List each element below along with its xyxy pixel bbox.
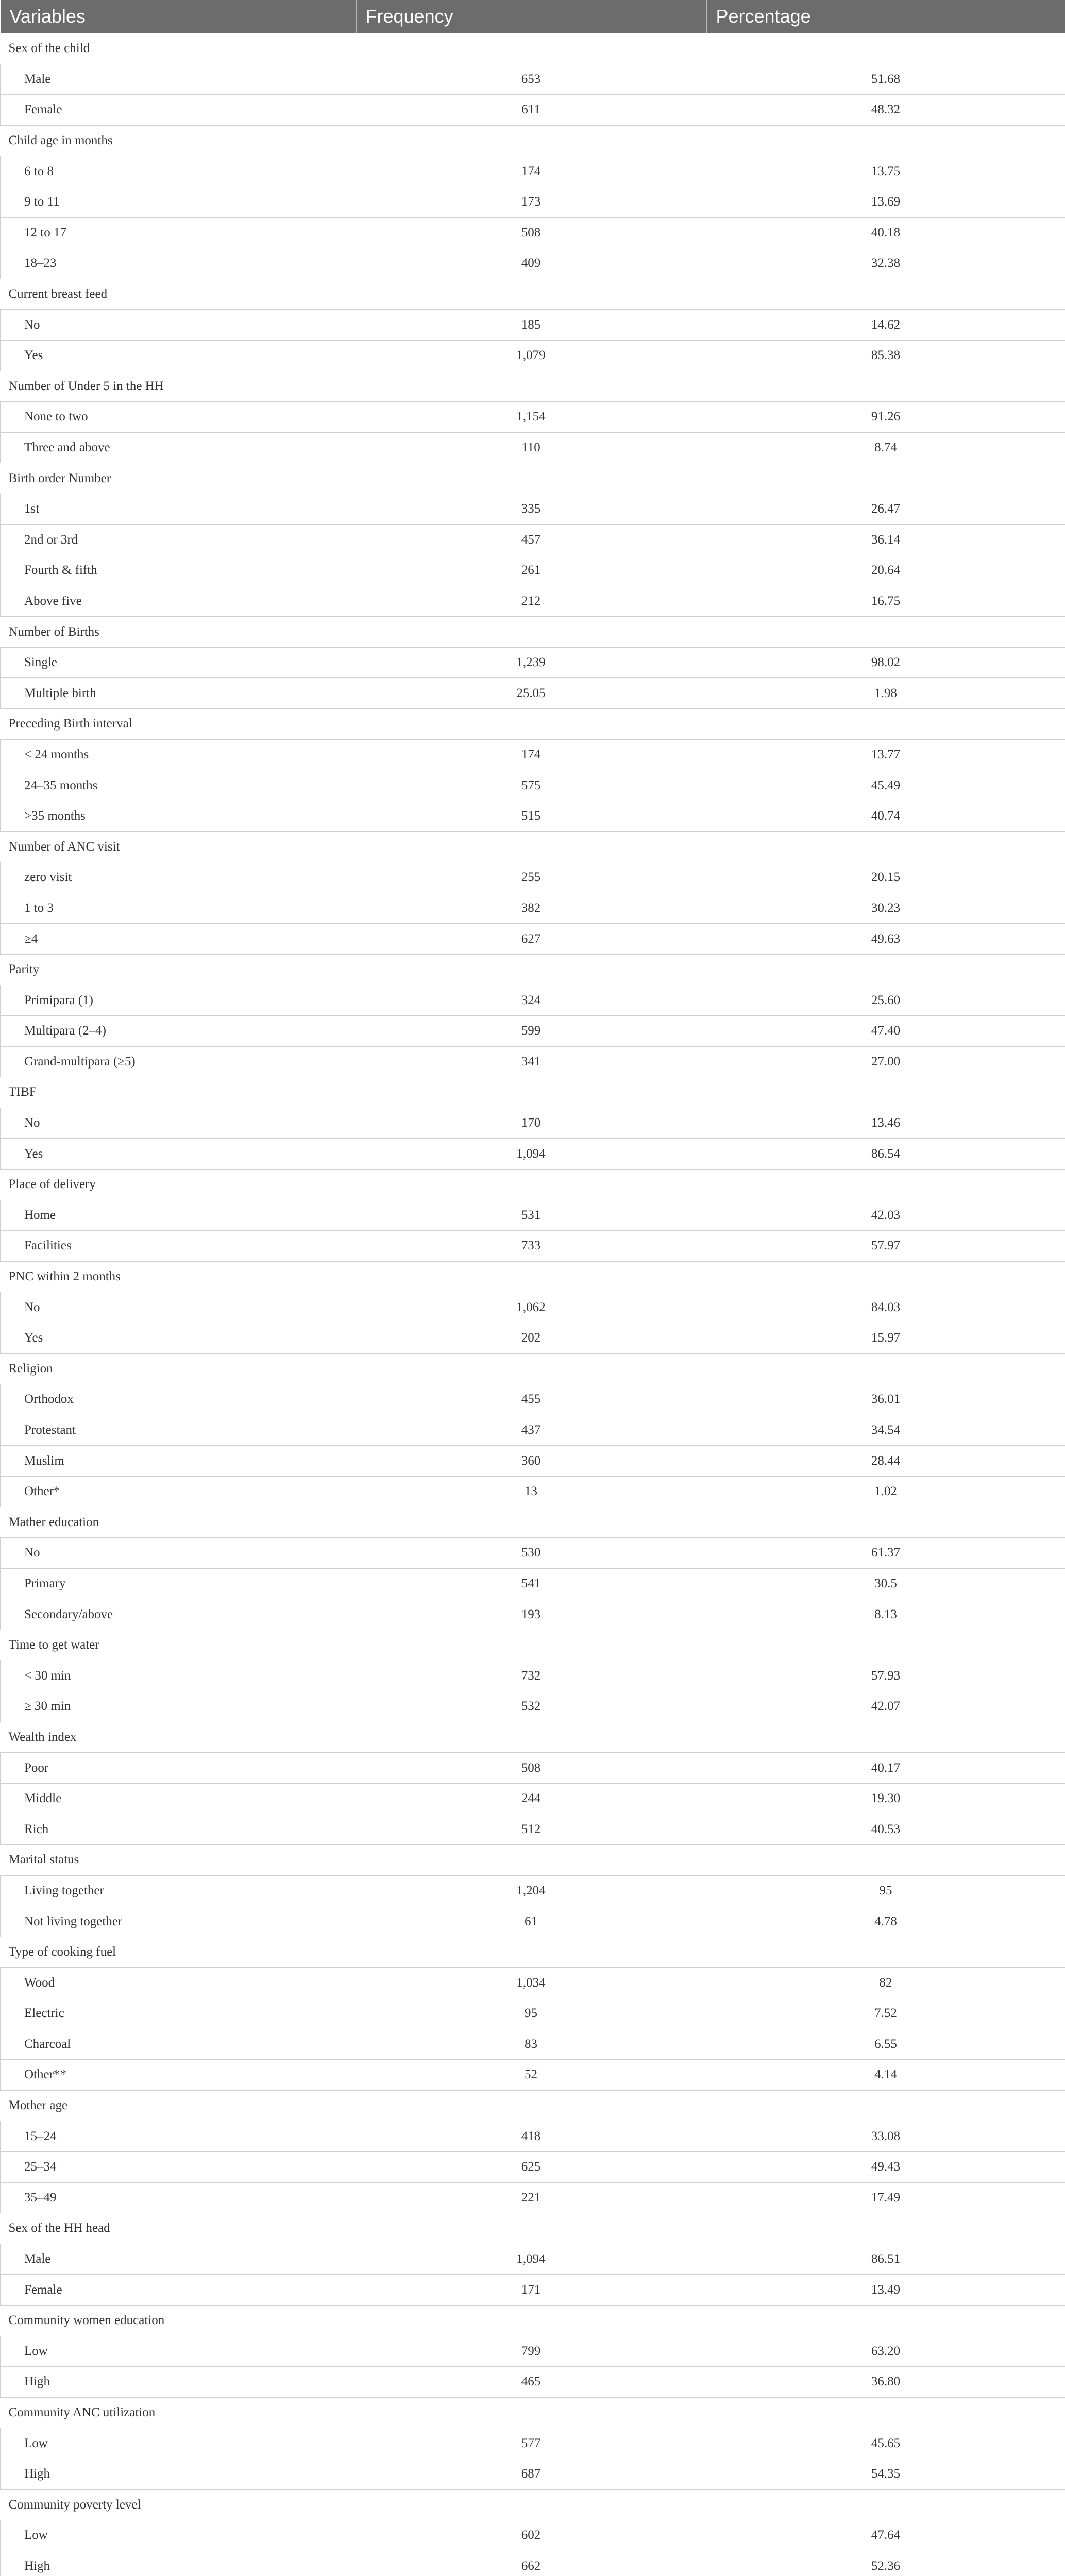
table-row bbox=[1, 1292, 1065, 1323]
row-frequency: 83 bbox=[356, 2029, 706, 2060]
table-row bbox=[1, 985, 1065, 1016]
row-percentage: 98.02 bbox=[706, 647, 1065, 678]
row-label: No bbox=[1, 1538, 356, 1569]
row-label: High bbox=[1, 2459, 356, 2489]
row-label: Multipara (2–4) bbox=[1, 1016, 356, 1047]
table-row bbox=[1, 1415, 1065, 1446]
section-row bbox=[1, 1077, 1065, 1108]
section-row bbox=[1, 2090, 1065, 2121]
row-frequency: 335 bbox=[356, 494, 706, 524]
row-percentage: 84.03 bbox=[706, 1292, 1065, 1323]
table-row bbox=[1, 1384, 1065, 1415]
row-frequency: 437 bbox=[356, 1415, 706, 1446]
row-percentage: 63.20 bbox=[706, 2336, 1065, 2367]
row-percentage: 45.49 bbox=[706, 770, 1065, 801]
row-label: Rich bbox=[1, 1814, 356, 1845]
row-label: Primary bbox=[1, 1568, 356, 1599]
table-row bbox=[1, 1231, 1065, 1262]
row-label: 12 to 17 bbox=[1, 217, 356, 248]
section-row bbox=[1, 1507, 1065, 1538]
table-row bbox=[1, 340, 1065, 371]
row-frequency: 653 bbox=[356, 64, 706, 95]
section-title: Community poverty level bbox=[1, 2489, 1065, 2520]
row-percentage: 86.54 bbox=[706, 1139, 1065, 1170]
row-frequency: 532 bbox=[356, 1691, 706, 1722]
row-percentage: 57.93 bbox=[706, 1660, 1065, 1691]
table-row bbox=[1, 1476, 1065, 1507]
row-frequency: 1,094 bbox=[356, 2244, 706, 2275]
row-frequency: 457 bbox=[356, 524, 706, 555]
row-label: Single bbox=[1, 647, 356, 678]
row-percentage: 47.64 bbox=[706, 2520, 1065, 2551]
row-frequency: 110 bbox=[356, 432, 706, 463]
row-frequency: 687 bbox=[356, 2459, 706, 2489]
row-label: Female bbox=[1, 95, 356, 126]
row-label: Not living together bbox=[1, 1906, 356, 1937]
row-label: Yes bbox=[1, 1323, 356, 1353]
section-row bbox=[1, 279, 1065, 310]
row-frequency: 261 bbox=[356, 555, 706, 586]
table-row bbox=[1, 1108, 1065, 1139]
row-frequency: 360 bbox=[356, 1446, 706, 1477]
row-frequency: 541 bbox=[356, 1568, 706, 1599]
row-label: Yes bbox=[1, 340, 356, 371]
table-row bbox=[1, 402, 1065, 433]
row-frequency: 173 bbox=[356, 187, 706, 217]
table-row bbox=[1, 2459, 1065, 2489]
table-row bbox=[1, 893, 1065, 924]
row-percentage: 13.49 bbox=[706, 2275, 1065, 2306]
table-header bbox=[1, 0, 1065, 33]
row-percentage: 1.98 bbox=[706, 678, 1065, 709]
row-frequency: 508 bbox=[356, 217, 706, 248]
table-row bbox=[1, 1660, 1065, 1691]
row-percentage: 61.37 bbox=[706, 1538, 1065, 1569]
table-row bbox=[1, 1538, 1065, 1569]
row-percentage: 1.02 bbox=[706, 1476, 1065, 1507]
row-percentage: 51.68 bbox=[706, 64, 1065, 95]
row-percentage: 40.53 bbox=[706, 1814, 1065, 1845]
row-percentage: 47.40 bbox=[706, 1016, 1065, 1047]
row-frequency: 1,079 bbox=[356, 340, 706, 371]
row-percentage: 49.63 bbox=[706, 924, 1065, 955]
row-label: Grand-multipara (≥5) bbox=[1, 1046, 356, 1077]
section-title: Type of cooking fuel bbox=[1, 1937, 1065, 1968]
row-label: 1st bbox=[1, 494, 356, 524]
row-label: Electric bbox=[1, 1998, 356, 2029]
row-frequency: 25.05 bbox=[356, 678, 706, 709]
row-label: < 24 months bbox=[1, 739, 356, 770]
header-frequency: Frequency bbox=[356, 0, 706, 33]
row-frequency: 575 bbox=[356, 770, 706, 801]
section-title: Sex of the HH head bbox=[1, 2213, 1065, 2244]
row-label: Fourth & fifth bbox=[1, 555, 356, 586]
table-row bbox=[1, 586, 1065, 617]
row-percentage: 30.5 bbox=[706, 1568, 1065, 1599]
row-frequency: 174 bbox=[356, 739, 706, 770]
row-label: 15–24 bbox=[1, 2121, 356, 2152]
row-frequency: 530 bbox=[356, 1538, 706, 1569]
table-row bbox=[1, 156, 1065, 187]
table-body bbox=[1, 33, 1065, 2576]
row-percentage: 13.77 bbox=[706, 739, 1065, 770]
table-row bbox=[1, 2182, 1065, 2213]
row-label: Facilities bbox=[1, 1231, 356, 1262]
table-row bbox=[1, 1814, 1065, 1845]
row-frequency: 1,094 bbox=[356, 1139, 706, 1170]
table-row bbox=[1, 924, 1065, 955]
section-title: Number of Births bbox=[1, 617, 1065, 648]
row-frequency: 512 bbox=[356, 1814, 706, 1845]
row-frequency: 52 bbox=[356, 2060, 706, 2091]
row-label: 2nd or 3rd bbox=[1, 524, 356, 555]
section-title: Community ANC utilization bbox=[1, 2397, 1065, 2428]
section-title: Community women education bbox=[1, 2305, 1065, 2336]
row-percentage: 86.51 bbox=[706, 2244, 1065, 2275]
section-row bbox=[1, 1169, 1065, 1200]
row-label: No bbox=[1, 1292, 356, 1323]
section-title: Marital status bbox=[1, 1845, 1065, 1876]
table-row bbox=[1, 555, 1065, 586]
row-percentage: 40.74 bbox=[706, 801, 1065, 832]
row-label: Wood bbox=[1, 1968, 356, 1998]
row-percentage: 20.15 bbox=[706, 862, 1065, 893]
table-row bbox=[1, 2275, 1065, 2306]
section-row bbox=[1, 371, 1065, 402]
section-title: Preceding Birth interval bbox=[1, 709, 1065, 740]
row-percentage: 4.78 bbox=[706, 1906, 1065, 1937]
table-row bbox=[1, 2029, 1065, 2060]
row-percentage: 52.36 bbox=[706, 2551, 1065, 2576]
row-percentage: 13.75 bbox=[706, 156, 1065, 187]
header-variables: Variables bbox=[1, 0, 356, 33]
section-title: Wealth index bbox=[1, 1722, 1065, 1753]
table-row bbox=[1, 1323, 1065, 1353]
row-frequency: 171 bbox=[356, 2275, 706, 2306]
header-percentage: Percentage bbox=[706, 0, 1065, 33]
table-row bbox=[1, 248, 1065, 279]
table-row bbox=[1, 1783, 1065, 1814]
table-row bbox=[1, 432, 1065, 463]
row-label: Multiple birth bbox=[1, 678, 356, 709]
section-row bbox=[1, 2213, 1065, 2244]
row-label: 6 to 8 bbox=[1, 156, 356, 187]
row-percentage: 45.65 bbox=[706, 2428, 1065, 2459]
row-percentage: 42.07 bbox=[706, 1691, 1065, 1722]
row-frequency: 662 bbox=[356, 2551, 706, 2576]
row-frequency: 733 bbox=[356, 1231, 706, 1262]
row-label: Three and above bbox=[1, 432, 356, 463]
row-label: None to two bbox=[1, 402, 356, 433]
table-row bbox=[1, 678, 1065, 709]
section-title: Child age in months bbox=[1, 125, 1065, 156]
section-row bbox=[1, 2397, 1065, 2428]
row-frequency: 602 bbox=[356, 2520, 706, 2551]
section-title: Birth order Number bbox=[1, 463, 1065, 494]
section-title: Number of Under 5 in the HH bbox=[1, 371, 1065, 402]
row-frequency: 1,204 bbox=[356, 1875, 706, 1906]
row-label: 35–49 bbox=[1, 2182, 356, 2213]
row-label: ≥4 bbox=[1, 924, 356, 955]
row-frequency: 174 bbox=[356, 156, 706, 187]
row-percentage: 82 bbox=[706, 1968, 1065, 1998]
table-row bbox=[1, 310, 1065, 341]
row-label: Orthodox bbox=[1, 1384, 356, 1415]
row-label: Other** bbox=[1, 2060, 356, 2091]
section-row bbox=[1, 463, 1065, 494]
row-frequency: 212 bbox=[356, 586, 706, 617]
table-row bbox=[1, 1568, 1065, 1599]
row-frequency: 1,062 bbox=[356, 1292, 706, 1323]
row-frequency: 341 bbox=[356, 1046, 706, 1077]
row-percentage: 48.32 bbox=[706, 95, 1065, 126]
table-row bbox=[1, 770, 1065, 801]
table-row bbox=[1, 739, 1065, 770]
row-percentage: 25.60 bbox=[706, 985, 1065, 1016]
row-label: High bbox=[1, 2367, 356, 2398]
table-row bbox=[1, 2060, 1065, 2091]
row-label: Low bbox=[1, 2336, 356, 2367]
row-frequency: 625 bbox=[356, 2151, 706, 2182]
row-label: 25–34 bbox=[1, 2151, 356, 2182]
section-row bbox=[1, 125, 1065, 156]
table-row bbox=[1, 1968, 1065, 1998]
row-frequency: 799 bbox=[356, 2336, 706, 2367]
row-percentage: 95 bbox=[706, 1875, 1065, 1906]
section-row bbox=[1, 709, 1065, 740]
row-percentage: 13.69 bbox=[706, 187, 1065, 217]
section-title: Parity bbox=[1, 954, 1065, 985]
row-frequency: 324 bbox=[356, 985, 706, 1016]
section-row bbox=[1, 1261, 1065, 1292]
section-title: Religion bbox=[1, 1353, 1065, 1384]
section-row bbox=[1, 2305, 1065, 2336]
section-row bbox=[1, 1722, 1065, 1753]
row-percentage: 34.54 bbox=[706, 1415, 1065, 1446]
row-percentage: 13.46 bbox=[706, 1108, 1065, 1139]
row-percentage: 36.80 bbox=[706, 2367, 1065, 2398]
row-percentage: 49.43 bbox=[706, 2151, 1065, 2182]
row-percentage: 17.49 bbox=[706, 2182, 1065, 2213]
row-label: No bbox=[1, 1108, 356, 1139]
row-percentage: 15.97 bbox=[706, 1323, 1065, 1353]
table-row bbox=[1, 2336, 1065, 2367]
section-row bbox=[1, 1353, 1065, 1384]
table-row bbox=[1, 1753, 1065, 1784]
row-frequency: 193 bbox=[356, 1599, 706, 1630]
table-row bbox=[1, 187, 1065, 217]
row-percentage: 14.62 bbox=[706, 310, 1065, 341]
row-frequency: 515 bbox=[356, 801, 706, 832]
row-frequency: 465 bbox=[356, 2367, 706, 2398]
row-percentage: 28.44 bbox=[706, 1446, 1065, 1477]
table-row bbox=[1, 2551, 1065, 2576]
row-frequency: 611 bbox=[356, 95, 706, 126]
row-frequency: 599 bbox=[356, 1016, 706, 1047]
row-label: Poor bbox=[1, 1753, 356, 1784]
row-label: Other* bbox=[1, 1476, 356, 1507]
row-label: Above five bbox=[1, 586, 356, 617]
row-label: Muslim bbox=[1, 1446, 356, 1477]
row-label: No bbox=[1, 310, 356, 341]
section-row bbox=[1, 1845, 1065, 1876]
table-row bbox=[1, 1046, 1065, 1077]
table-row bbox=[1, 1599, 1065, 1630]
row-frequency: 13 bbox=[356, 1476, 706, 1507]
row-percentage: 16.75 bbox=[706, 586, 1065, 617]
table-row bbox=[1, 862, 1065, 893]
section-title: Mother age bbox=[1, 2090, 1065, 2121]
row-percentage: 36.14 bbox=[706, 524, 1065, 555]
table-row bbox=[1, 2520, 1065, 2551]
row-label: High bbox=[1, 2551, 356, 2576]
row-frequency: 531 bbox=[356, 1200, 706, 1231]
table-row bbox=[1, 2244, 1065, 2275]
row-label: Protestant bbox=[1, 1415, 356, 1446]
section-row bbox=[1, 617, 1065, 648]
row-percentage: 19.30 bbox=[706, 1783, 1065, 1814]
row-percentage: 8.74 bbox=[706, 432, 1065, 463]
table-row bbox=[1, 1200, 1065, 1231]
row-frequency: 1,239 bbox=[356, 647, 706, 678]
row-percentage: 42.03 bbox=[706, 1200, 1065, 1231]
row-label: Charcoal bbox=[1, 2029, 356, 2060]
row-percentage: 32.38 bbox=[706, 248, 1065, 279]
table-row bbox=[1, 217, 1065, 248]
section-title: PNC within 2 months bbox=[1, 1261, 1065, 1292]
row-frequency: 732 bbox=[356, 1660, 706, 1691]
row-label: Male bbox=[1, 64, 356, 95]
row-label: Male bbox=[1, 2244, 356, 2275]
row-percentage: 8.13 bbox=[706, 1599, 1065, 1630]
row-frequency: 455 bbox=[356, 1384, 706, 1415]
table-row bbox=[1, 64, 1065, 95]
row-frequency: 244 bbox=[356, 1783, 706, 1814]
row-frequency: 95 bbox=[356, 1998, 706, 2029]
table-row bbox=[1, 1998, 1065, 2029]
table-row bbox=[1, 801, 1065, 832]
row-percentage: 4.14 bbox=[706, 2060, 1065, 2091]
row-frequency: 221 bbox=[356, 2182, 706, 2213]
row-percentage: 36.01 bbox=[706, 1384, 1065, 1415]
row-frequency: 170 bbox=[356, 1108, 706, 1139]
row-label: 18–23 bbox=[1, 248, 356, 279]
table-row bbox=[1, 2367, 1065, 2398]
section-title: Current breast feed bbox=[1, 279, 1065, 310]
table-row bbox=[1, 2121, 1065, 2152]
section-title: TIBF bbox=[1, 1077, 1065, 1108]
row-frequency: 627 bbox=[356, 924, 706, 955]
section-row bbox=[1, 33, 1065, 64]
table-row bbox=[1, 2151, 1065, 2182]
row-percentage: 57.97 bbox=[706, 1231, 1065, 1262]
row-label: ≥ 30 min bbox=[1, 1691, 356, 1722]
table-row bbox=[1, 1016, 1065, 1047]
section-row bbox=[1, 1630, 1065, 1660]
row-label: 9 to 11 bbox=[1, 187, 356, 217]
section-title: Number of ANC visit bbox=[1, 832, 1065, 862]
row-label: Female bbox=[1, 2275, 356, 2306]
row-frequency: 61 bbox=[356, 1906, 706, 1937]
row-frequency: 1,154 bbox=[356, 402, 706, 433]
section-title: Mather education bbox=[1, 1507, 1065, 1538]
table-row bbox=[1, 494, 1065, 524]
row-percentage: 40.18 bbox=[706, 217, 1065, 248]
row-label: Home bbox=[1, 1200, 356, 1231]
row-frequency: 409 bbox=[356, 248, 706, 279]
row-percentage: 33.08 bbox=[706, 2121, 1065, 2152]
row-percentage: 7.52 bbox=[706, 1998, 1065, 2029]
row-label: Low bbox=[1, 2520, 356, 2551]
section-row bbox=[1, 2489, 1065, 2520]
table-row bbox=[1, 1691, 1065, 1722]
row-label: < 30 min bbox=[1, 1660, 356, 1691]
row-frequency: 508 bbox=[356, 1753, 706, 1784]
table-row bbox=[1, 1139, 1065, 1170]
section-title: Time to get water bbox=[1, 1630, 1065, 1660]
row-label: Yes bbox=[1, 1139, 356, 1170]
row-frequency: 1,034 bbox=[356, 1968, 706, 1998]
row-percentage: 85.38 bbox=[706, 340, 1065, 371]
section-title: Place of delivery bbox=[1, 1169, 1065, 1200]
row-label: Living together bbox=[1, 1875, 356, 1906]
section-row bbox=[1, 1937, 1065, 1968]
table-row bbox=[1, 95, 1065, 126]
row-label: Middle bbox=[1, 1783, 356, 1814]
row-percentage: 91.26 bbox=[706, 402, 1065, 433]
row-frequency: 577 bbox=[356, 2428, 706, 2459]
row-frequency: 382 bbox=[356, 893, 706, 924]
table-row bbox=[1, 524, 1065, 555]
row-label: >35 months bbox=[1, 801, 356, 832]
table-row bbox=[1, 1875, 1065, 1906]
row-frequency: 418 bbox=[356, 2121, 706, 2152]
row-percentage: 27.00 bbox=[706, 1046, 1065, 1077]
row-frequency: 185 bbox=[356, 310, 706, 341]
row-percentage: 20.64 bbox=[706, 555, 1065, 586]
row-percentage: 30.23 bbox=[706, 893, 1065, 924]
row-percentage: 6.55 bbox=[706, 2029, 1065, 2060]
row-label: 24–35 months bbox=[1, 770, 356, 801]
row-label: Low bbox=[1, 2428, 356, 2459]
table-row bbox=[1, 647, 1065, 678]
row-label: Primipara (1) bbox=[1, 985, 356, 1016]
row-label: 1 to 3 bbox=[1, 893, 356, 924]
table-row bbox=[1, 1446, 1065, 1477]
row-percentage: 26.47 bbox=[706, 494, 1065, 524]
section-title: Sex of the child bbox=[1, 33, 1065, 64]
row-label: Secondary/above bbox=[1, 1599, 356, 1630]
row-frequency: 255 bbox=[356, 862, 706, 893]
row-percentage: 40.17 bbox=[706, 1753, 1065, 1784]
row-percentage: 54.35 bbox=[706, 2459, 1065, 2489]
section-row bbox=[1, 832, 1065, 862]
row-frequency: 202 bbox=[356, 1323, 706, 1353]
table-row bbox=[1, 1906, 1065, 1937]
section-row bbox=[1, 954, 1065, 985]
row-label: zero visit bbox=[1, 862, 356, 893]
table-row bbox=[1, 2428, 1065, 2459]
